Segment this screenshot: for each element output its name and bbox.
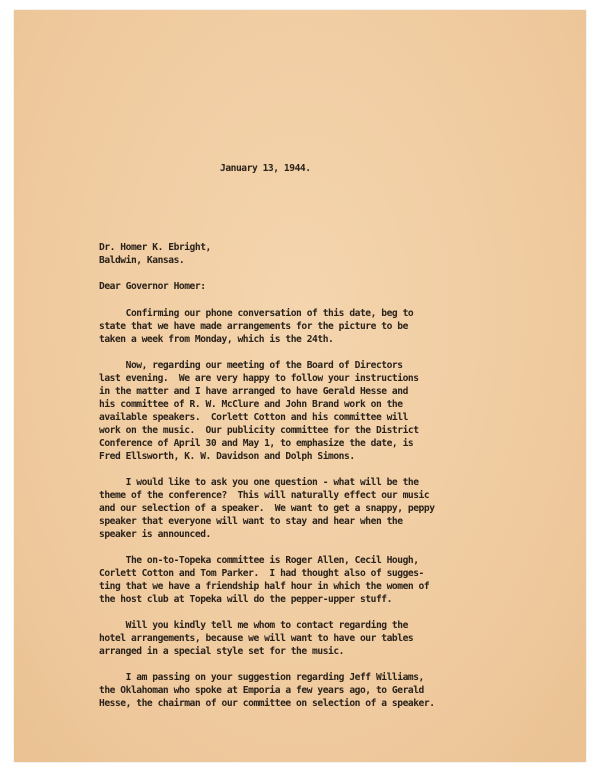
body-line: speaker is announced. [99,529,211,540]
body-line: Fred Ellsworth, K. W. Davidson and Dolph Simons. [99,451,355,462]
body-line: Corlett Cotton and Tom Parker. I had thought also of sugges- [99,568,424,579]
body-line: I am passing on your suggestion regarding Jeff Williams, [99,672,424,683]
body-line: Confirming our phone conversation of this date, beg to [99,308,414,319]
body-line: last evening. We are very happy to follow your instructions [99,373,419,384]
body-line: in the matter and I have arranged to have Gerald Hesse and [99,386,408,397]
recipient-name: Dr. Homer K. Ebright, [99,242,211,253]
letter-date: January 13, 1944. [220,163,311,174]
body-line: and our selection of a speaker. We want to get a snappy, peppy [99,503,435,514]
body-line: available speakers. Corlett Cotton and his committee will [99,412,408,423]
body-line: state that we have made arrangements for the picture to be [99,321,408,332]
body-line: Hesse, the chairman of our committee on selection of a speaker. [99,698,435,709]
body-line: hotel arrangements, because we will want to have our tables [99,633,414,644]
body-line: I would like to ask you one question - what will be the [99,477,419,488]
body-line: Will you kindly tell me whom to contact regarding the [99,620,408,631]
body-line: the host club at Topeka will do the pepper-upper stuff. [99,594,392,605]
body-line: work on the music. Our publicity committee for the District [99,425,419,436]
body-line: arranged in a special style set for the music. [99,646,344,657]
body-line: speaker that everyone will want to stay and hear when the [99,516,403,527]
body-line: Now, regarding our meeting of the Board of Directors [99,360,403,371]
salutation: Dear Governor Homer: [99,281,206,292]
letter-page [14,10,586,762]
body-line: taken a week from Monday, which is the 24th. [99,334,334,345]
body-line: his committee of R. W. McClure and John Brand work on the [99,399,403,410]
body-line: ting that we have a friendship half hour in which the women of [99,581,430,592]
body-line: The on-to-Topeka committee is Roger Allen, Cecil Hough, [99,555,419,566]
body-line: Conference of April 30 and May 1, to emphasize the date, is [99,438,414,449]
body-line: the Oklahoman who spoke at Emporia a few years ago, to Gerald [99,685,424,696]
body-line: theme of the conference? This will naturally effect our music [99,490,430,501]
recipient-city: Baldwin, Kansas. [99,255,185,266]
